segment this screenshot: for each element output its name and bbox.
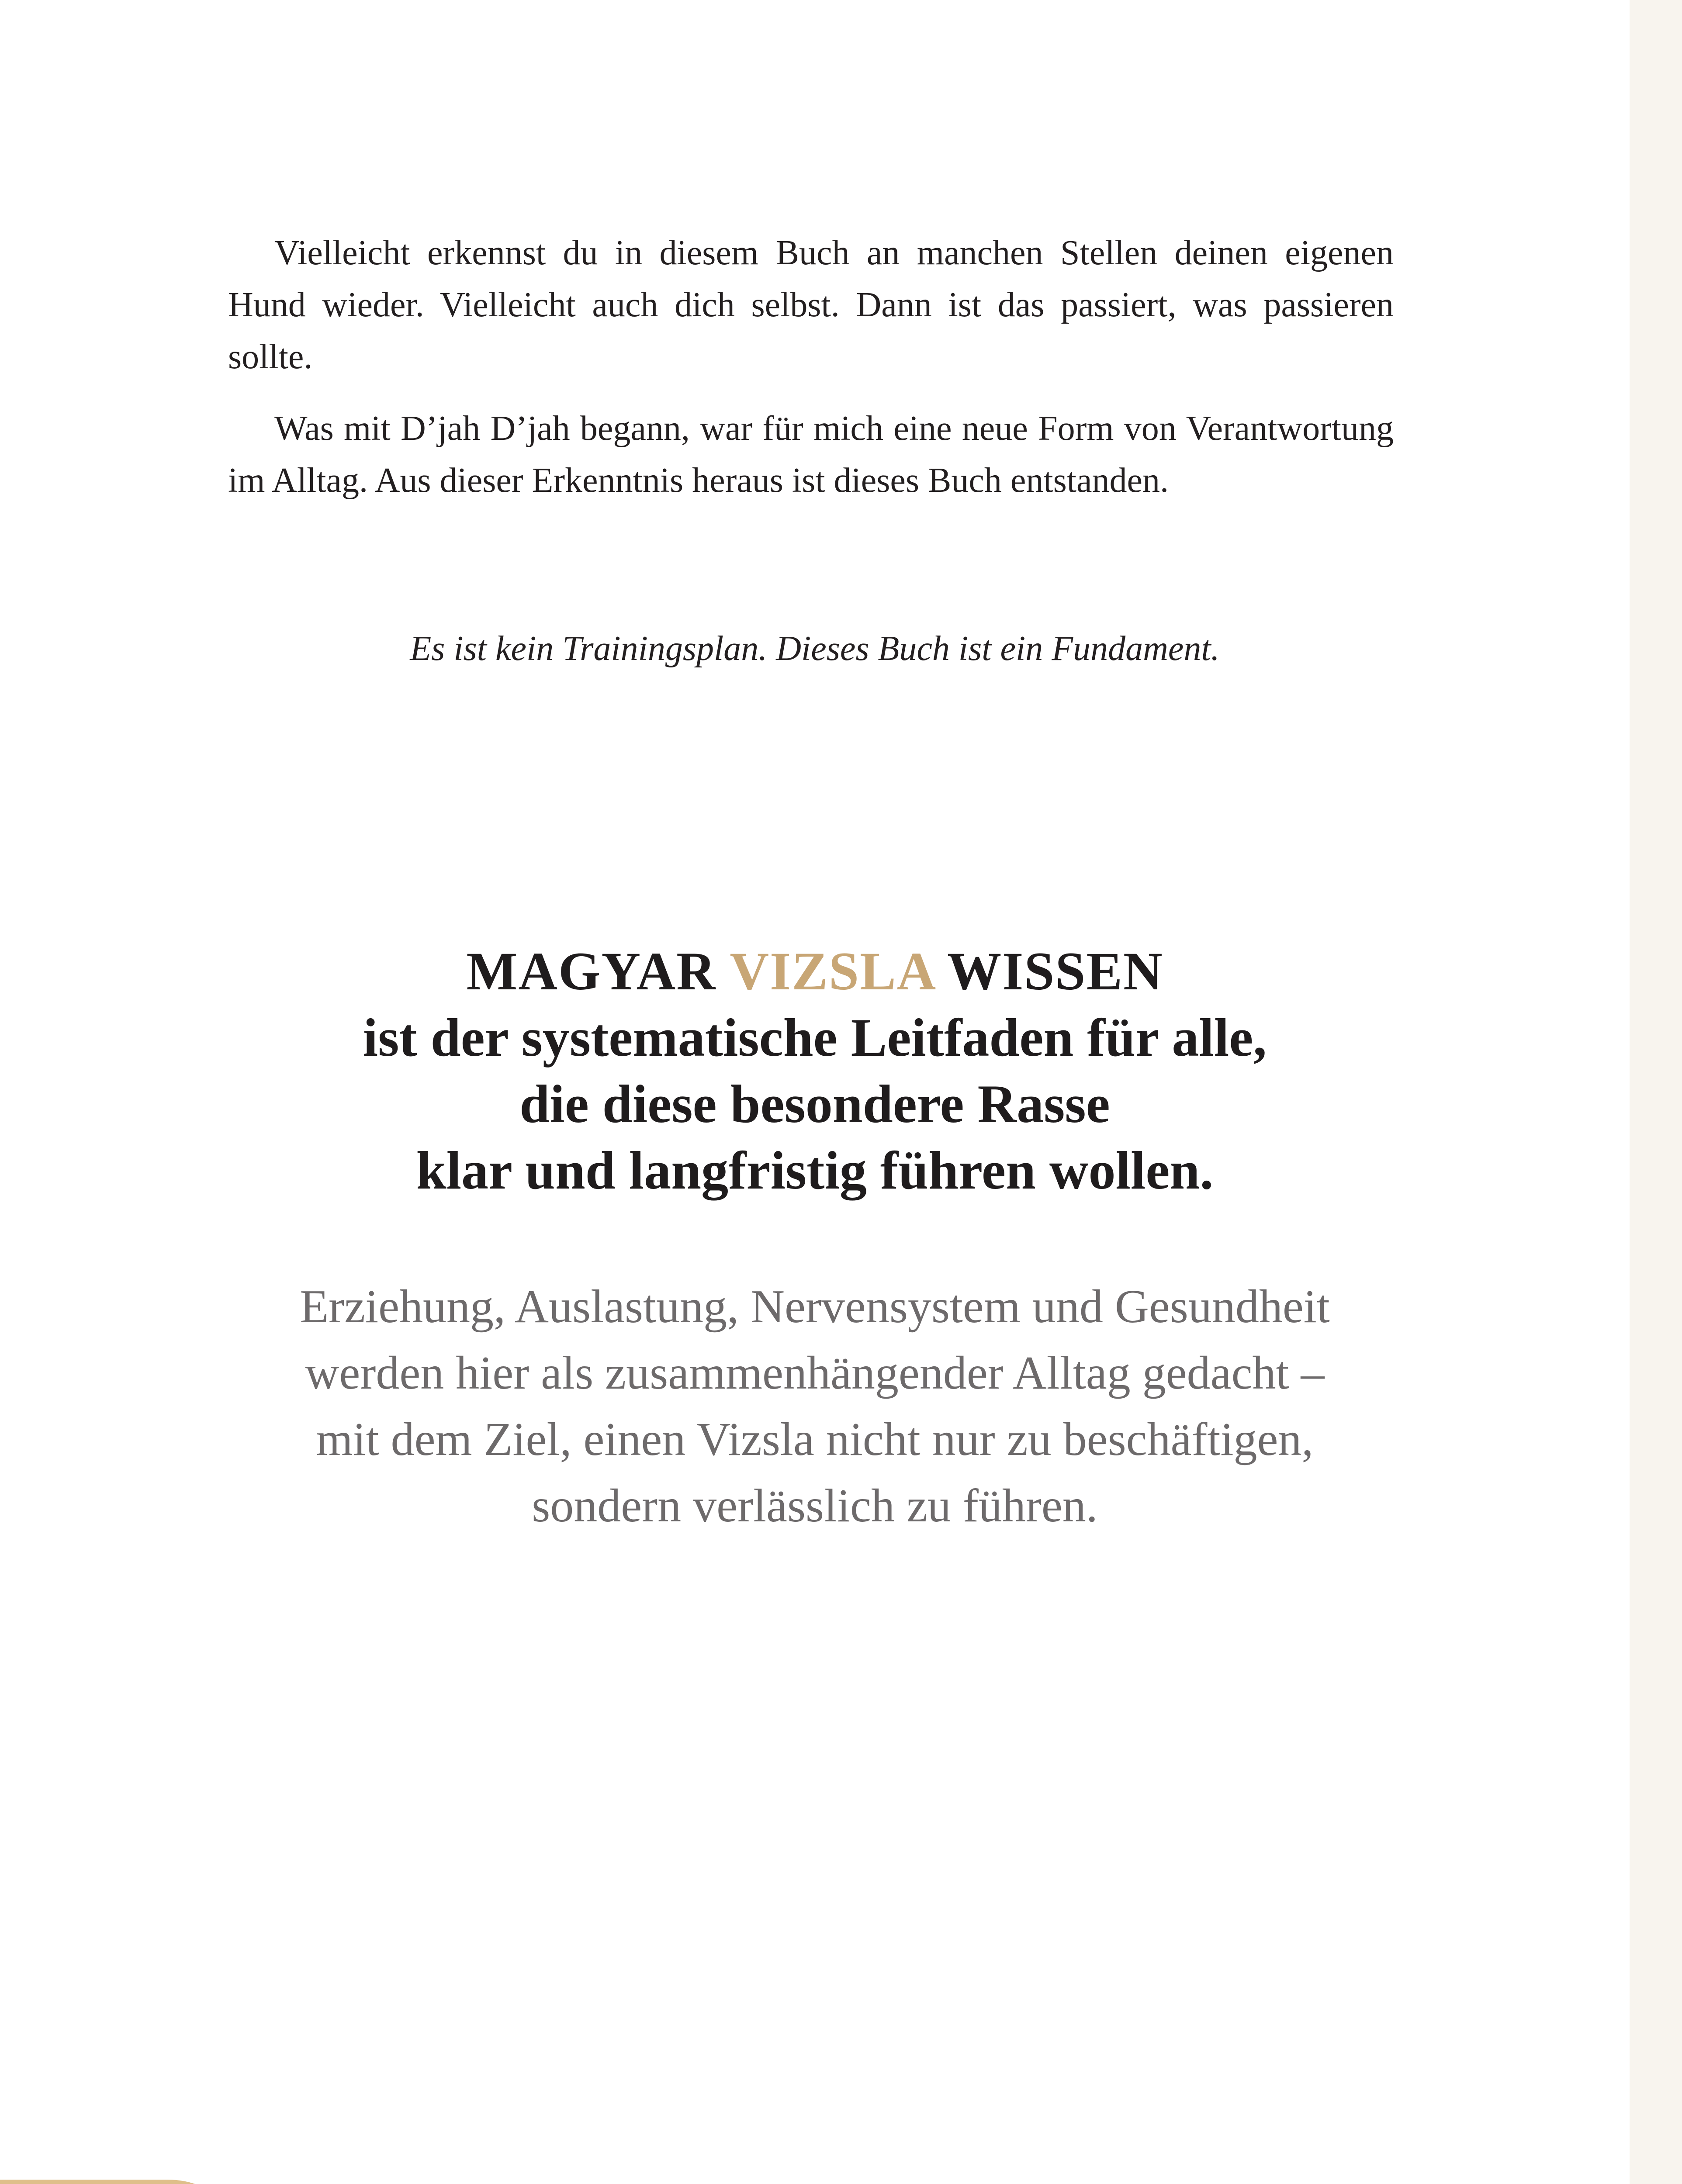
description-line-3: mit dem Ziel, einen Vizsla nicht nur zu beschäftigen, xyxy=(316,1413,1314,1465)
headline-line-1: ist der systematische Leitfaden für alle, xyxy=(363,1008,1267,1068)
headline-line-3: klar und langfristig führen wollen. xyxy=(416,1140,1214,1200)
book-title xyxy=(0,938,1630,1005)
book-title-part-1: MAGYAR xyxy=(466,941,730,1001)
headline-line-2: die diese besondere Rasse xyxy=(519,1074,1110,1134)
description-line-4: sondern verlässlich zu führen. xyxy=(532,1480,1098,1532)
description-line-2: werden hier als zusammenhängender Alltag gedacht – xyxy=(305,1347,1325,1399)
book-description xyxy=(0,1274,1630,1539)
intro-paragraph-2-text: Was mit D’jah D’jah begann, war für mich eine neue Form von Verantwortung im Alltag. Aus dieser Erkenntnis heraus ist dieses Buch entstanden. xyxy=(228,409,1394,500)
intro-paragraph-1 xyxy=(228,227,1394,383)
intro-paragraph-2 xyxy=(228,403,1394,507)
description-line-1: Erziehung, Auslastung, Nervensystem und Gesundheit xyxy=(300,1281,1330,1333)
page-margin-strip xyxy=(1630,0,1682,2184)
page-number-tab xyxy=(0,2180,253,2184)
book-headline xyxy=(0,938,1630,1204)
motto-line: Es ist kein Trainingsplan. Dieses Buch ist ein Fundament. xyxy=(410,629,1220,668)
book-title-part-2: WISSEN xyxy=(934,941,1163,1001)
intro-paragraph-1-text: Vielleicht erkennst du in diesem Buch an manchen Stellen deinen eigenen Hund wieder. Vielleicht auch dich selbst. Dann ist das passiert, was passieren sollte. xyxy=(228,234,1394,376)
book-title-accent: VIZSLA xyxy=(730,941,934,1001)
